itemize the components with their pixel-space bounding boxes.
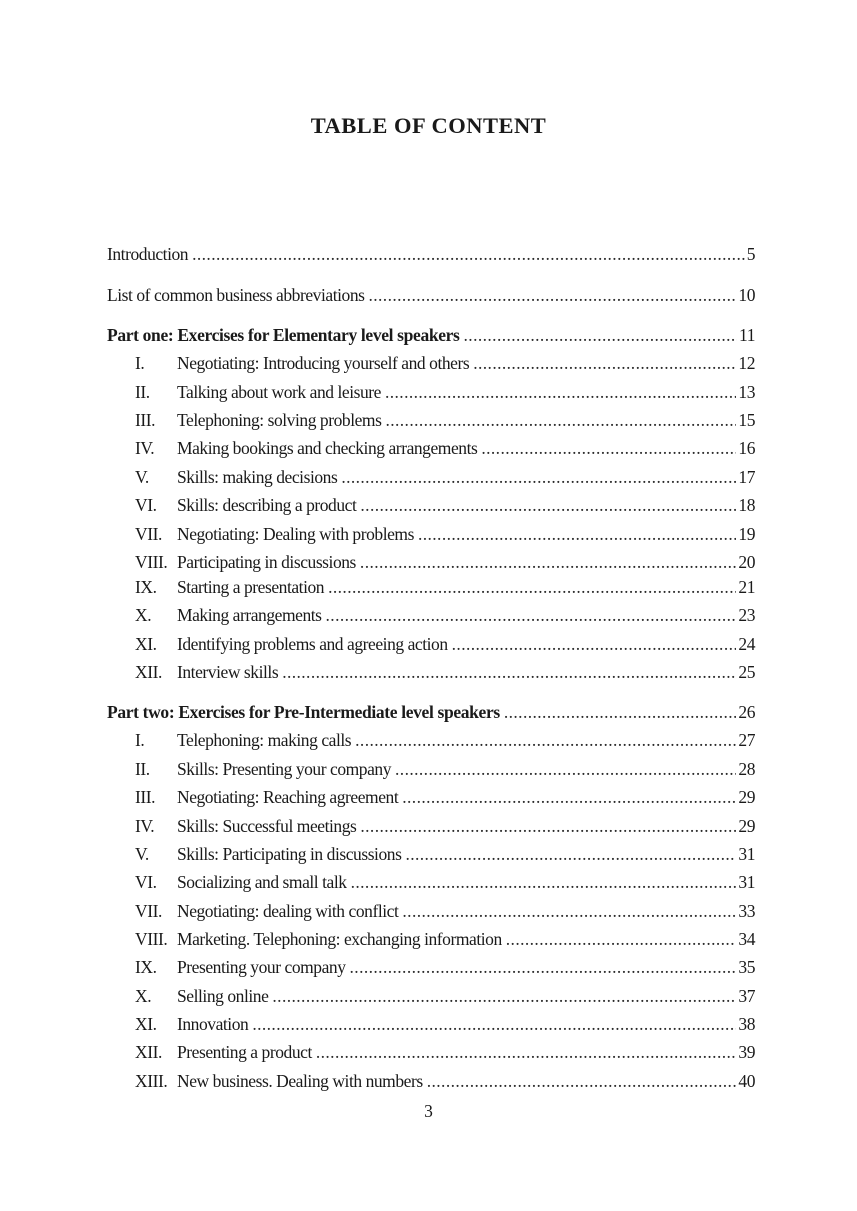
toc-entry-page: 26 <box>738 702 755 722</box>
dot-leader <box>326 602 737 628</box>
toc-entry-number: I. <box>135 730 145 750</box>
toc-entry-label: Skills: making decisions <box>177 467 338 487</box>
toc-entry-number: X. <box>135 986 152 1006</box>
toc-entry-page: 18 <box>738 495 755 515</box>
toc-sub-entry <box>135 1068 755 1094</box>
toc-entry-page: 27 <box>738 730 755 750</box>
page-number: 3 <box>424 1101 433 1121</box>
toc-entry-page: 11 <box>739 325 755 345</box>
toc-sub-entry <box>135 1039 755 1065</box>
dot-leader <box>427 1068 737 1094</box>
toc-entry-page: 37 <box>738 986 755 1006</box>
dot-leader <box>360 549 736 575</box>
toc-entry-number: III. <box>135 410 156 430</box>
toc-entry-label: Part one: Exercises for Elementary level speakers <box>107 325 460 345</box>
toc-entry-page: 10 <box>738 285 755 305</box>
toc-entry <box>107 241 755 267</box>
toc-entry-label: Marketing. Telephoning: exchanging information <box>177 929 502 949</box>
toc-entry-page: 25 <box>738 662 755 682</box>
toc-entry-number: XI. <box>135 634 157 654</box>
toc-entry-label: Participating in discussions <box>177 552 356 572</box>
toc-entry-label: Negotiating: Dealing with problems <box>177 524 414 544</box>
toc-entry-page: 16 <box>738 438 755 458</box>
toc-part-heading <box>107 699 755 725</box>
toc-entry-label: Negotiating: Introducing yourself and others <box>177 353 470 373</box>
toc-entry-page: 5 <box>746 244 755 264</box>
toc-sub-entry <box>135 869 755 895</box>
toc-entry-page: 28 <box>738 759 755 779</box>
dot-leader <box>272 983 736 1009</box>
dot-leader <box>405 841 736 867</box>
toc-entry-page: 24 <box>738 634 755 654</box>
toc-sub-entry <box>135 983 755 1009</box>
toc-entry-label: New business. Dealing with numbers <box>177 1071 423 1091</box>
toc-sub-entry <box>135 407 755 433</box>
toc-sub-entry <box>135 602 755 628</box>
dot-leader <box>360 813 736 839</box>
toc-sub-entry <box>135 659 755 685</box>
toc-entry-page: 23 <box>738 605 755 625</box>
toc-entry <box>107 282 755 308</box>
toc-entry-number: XIII. <box>135 1071 168 1091</box>
toc-entry-page: 35 <box>738 957 755 977</box>
toc-entry-page: 40 <box>738 1071 755 1091</box>
dot-leader <box>452 631 737 657</box>
toc-entry-page: 34 <box>738 929 755 949</box>
toc-sub-entry <box>135 926 755 952</box>
toc-entry-number: IV. <box>135 438 155 458</box>
toc-sub-entry <box>135 1011 755 1037</box>
toc-entry-number: XII. <box>135 1042 162 1062</box>
toc-entry-label: Skills: Participating in discussions <box>177 844 402 864</box>
dot-leader <box>481 435 736 461</box>
dot-leader <box>350 954 737 980</box>
dot-leader <box>368 282 736 308</box>
toc-entry-label: Part two: Exercises for Pre-Intermediate level speakers <box>107 702 500 722</box>
toc-entry-label: Making arrangements <box>177 605 322 625</box>
toc-entry-number: II. <box>135 759 150 779</box>
toc-sub-entry <box>135 379 755 405</box>
toc-entry-label: Negotiating: Reaching agreement <box>177 787 399 807</box>
dot-leader <box>418 521 736 547</box>
toc-sub-entry <box>135 350 755 376</box>
toc-entry-number: III. <box>135 787 156 807</box>
dot-leader <box>341 464 736 490</box>
toc-sub-entry <box>135 756 755 782</box>
toc-entry-label: Skills: Successful meetings <box>177 816 357 836</box>
dot-leader <box>282 659 736 685</box>
toc-sub-entry <box>135 898 755 924</box>
toc-entry-label: Telephoning: solving problems <box>177 410 382 430</box>
toc-entry-label: Identifying problems and agreeing action <box>177 634 448 654</box>
toc-entry-page: 39 <box>738 1042 755 1062</box>
toc-entry-number: I. <box>135 353 145 373</box>
dot-leader <box>385 407 736 433</box>
toc-sub-entry <box>135 574 755 600</box>
toc-entry-number: X. <box>135 605 152 625</box>
toc-entry-label: Negotiating: dealing with conflict <box>177 901 399 921</box>
toc-sub-entry <box>135 492 755 518</box>
toc-sub-entry <box>135 549 755 575</box>
toc-entry-label: Skills: describing a product <box>177 495 357 515</box>
toc-entry-page: 12 <box>738 353 755 373</box>
toc-entry-label: Selling online <box>177 986 269 1006</box>
dot-leader <box>351 869 737 895</box>
toc-entry-number: IX. <box>135 957 157 977</box>
toc-entry-page: 29 <box>738 787 755 807</box>
dot-leader <box>395 756 736 782</box>
toc-part-heading <box>107 322 755 348</box>
dot-leader <box>355 727 736 753</box>
dot-leader <box>402 784 736 810</box>
toc-sub-entry <box>135 435 755 461</box>
toc-entry-number: VII. <box>135 901 162 921</box>
toc-entry-label: Introduction <box>107 244 189 264</box>
toc-sub-entry <box>135 813 755 839</box>
toc-entry-number: VI. <box>135 495 157 515</box>
toc-entry-number: VI. <box>135 872 157 892</box>
toc-entry-page: 17 <box>738 467 755 487</box>
toc-sub-entry <box>135 954 755 980</box>
toc-sub-entry <box>135 784 755 810</box>
toc-entry-page: 31 <box>738 844 755 864</box>
dot-leader <box>464 322 738 348</box>
toc-entry-label: Socializing and small talk <box>177 872 347 892</box>
toc-entry-number: IV. <box>135 816 155 836</box>
toc-sub-entry <box>135 631 755 657</box>
toc-entry-page: 21 <box>738 577 755 597</box>
toc-entry-label: List of common business abbreviations <box>107 285 365 305</box>
dot-leader <box>506 926 737 952</box>
toc-entry-number: IX. <box>135 577 157 597</box>
dot-leader <box>192 241 745 267</box>
dot-leader <box>504 699 737 725</box>
toc-entry-label: Interview skills <box>177 662 279 682</box>
toc-entry-number: VIII. <box>135 552 168 572</box>
dot-leader <box>252 1011 736 1037</box>
toc-entry-label: Presenting a product <box>177 1042 312 1062</box>
toc-entry-number: XII. <box>135 662 162 682</box>
dot-leader <box>360 492 736 518</box>
toc-sub-entry <box>135 841 755 867</box>
dot-leader <box>316 1039 737 1065</box>
toc-entry-label: Presenting your company <box>177 957 346 977</box>
toc-entry-number: II. <box>135 382 150 402</box>
toc-entry-label: Telephoning: making calls <box>177 730 352 750</box>
toc-entry-page: 19 <box>738 524 755 544</box>
toc-entry-number: V. <box>135 467 149 487</box>
dot-leader <box>402 898 736 924</box>
toc-sub-entry <box>135 727 755 753</box>
toc-entry-page: 13 <box>738 382 755 402</box>
toc-entry-number: XI. <box>135 1014 157 1034</box>
toc-entry-number: VII. <box>135 524 162 544</box>
toc-entry-label: Talking about work and leisure <box>177 382 381 402</box>
toc-entry-label: Starting a presentation <box>177 577 325 597</box>
toc-entry-number: V. <box>135 844 149 864</box>
toc-entry-label: Skills: Presenting your company <box>177 759 392 779</box>
toc-entry-page: 38 <box>738 1014 755 1034</box>
toc-entry-number: VIII. <box>135 929 168 949</box>
page-title: TABLE OF CONTENT <box>310 113 547 138</box>
toc-entry-page: 15 <box>738 410 755 430</box>
toc-entry-page: 29 <box>738 816 755 836</box>
toc-entry-label: Making bookings and checking arrangements <box>177 438 478 458</box>
dot-leader <box>385 379 736 405</box>
dot-leader <box>473 350 736 376</box>
dot-leader <box>328 574 736 600</box>
toc-entry-page: 33 <box>738 901 755 921</box>
toc-entry-page: 20 <box>738 552 755 572</box>
toc-entry-label: Innovation <box>177 1014 249 1034</box>
toc-entry-page: 31 <box>738 872 755 892</box>
toc-sub-entry <box>135 521 755 547</box>
toc-sub-entry <box>135 464 755 490</box>
